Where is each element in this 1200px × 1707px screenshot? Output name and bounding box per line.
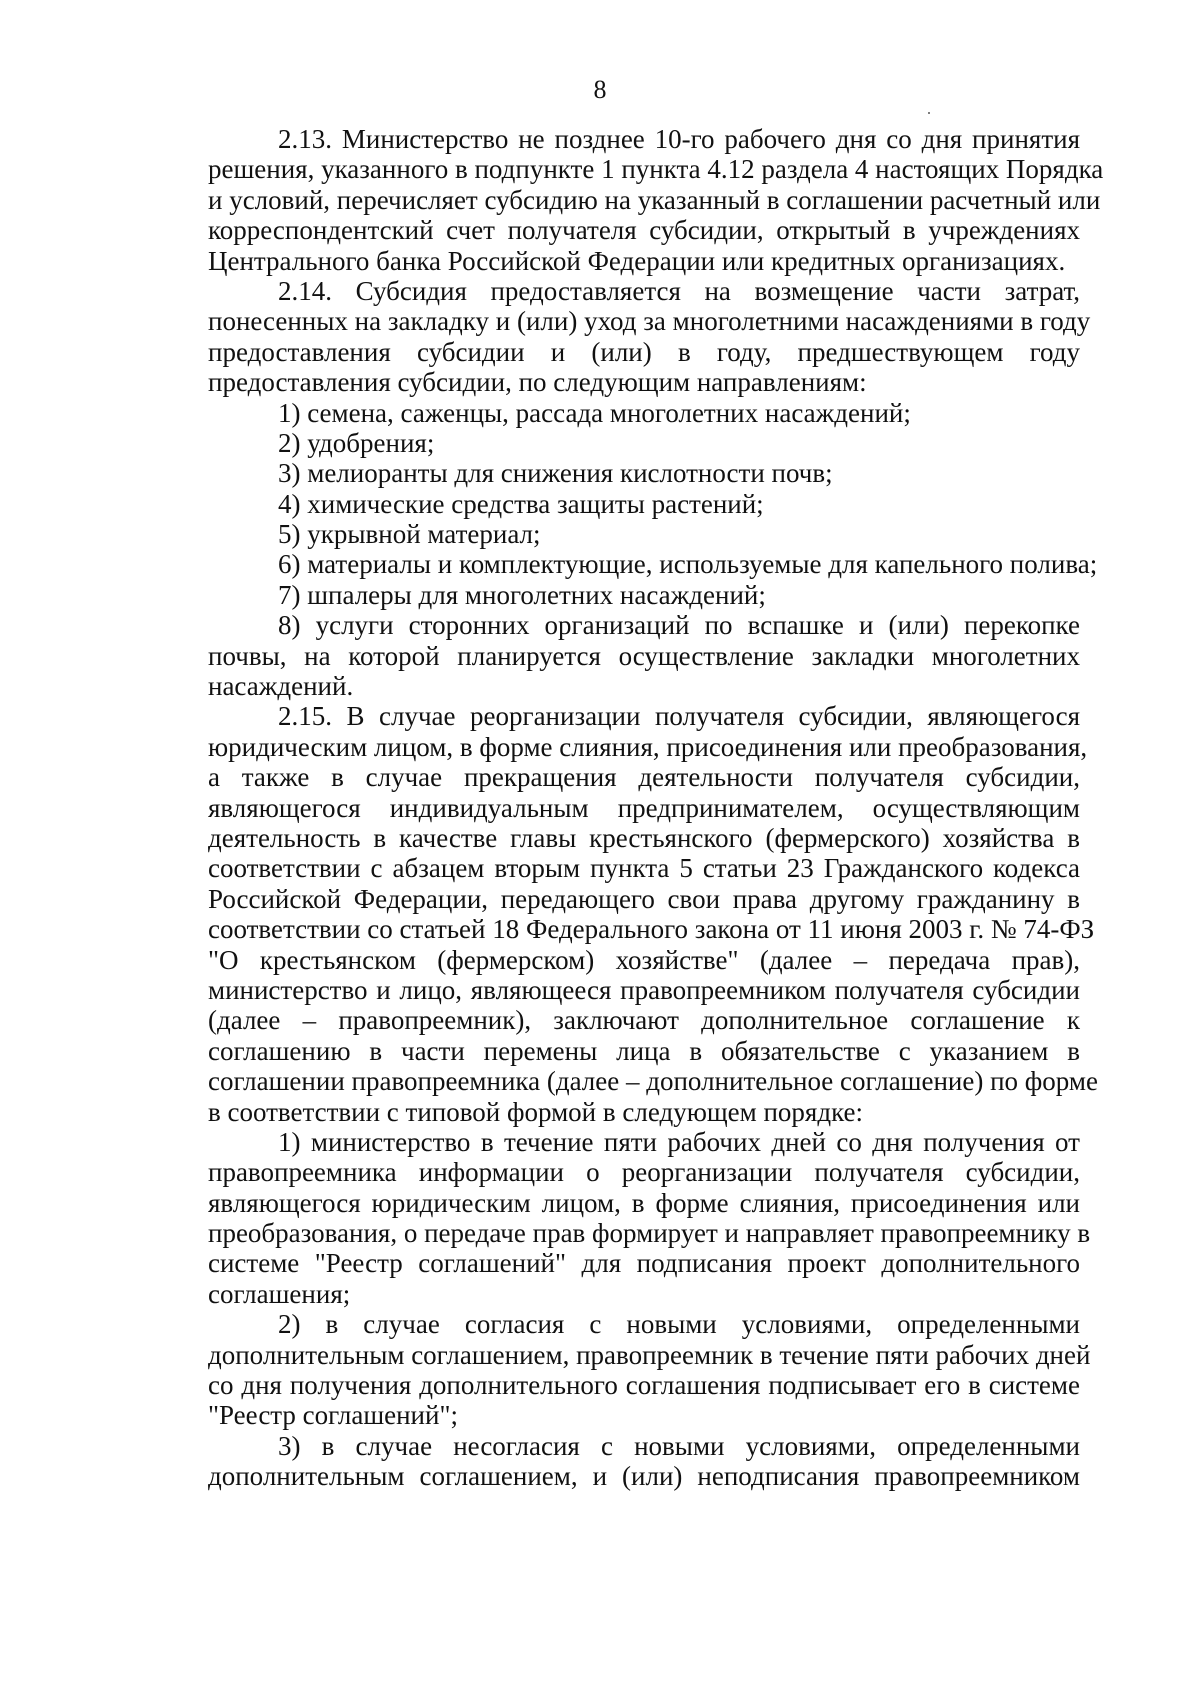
text-line: являющегося юридическим лицом, в форме слияния, присоединения или <box>208 1187 1080 1218</box>
text-line: министерство и лицо, являющееся правопреемником получателя субсидии <box>208 974 1080 1005</box>
text-line: со дня получения дополнительного соглашения подписывает его в системе <box>208 1370 1080 1401</box>
text-line: 3) в случае несогласия с новыми условиями, определенными <box>278 1430 1080 1461</box>
text-line: преобразования, о передаче прав формирует и направляет правопреемнику в <box>208 1218 1091 1249</box>
text-line: 3) мелиоранты для снижения кислотности почв; <box>278 458 833 489</box>
text-line: "Реестр соглашений"; <box>208 1400 458 1431</box>
text-line: и условий, перечисляет субсидию на указанный в соглашении расчетный или <box>208 184 1101 215</box>
text-line: дополнительным соглашением, правопреемник в течение пяти рабочих дней <box>208 1339 1091 1370</box>
text-line: 2) удобрения; <box>278 427 435 458</box>
text-line: соглашению в части перемены лица в обязательстве с указанием в <box>208 1035 1080 1066</box>
text-line: почвы, на которой планируется осуществление закладки многолетних <box>208 640 1080 671</box>
text-line: юридическим лицом, в форме слияния, присоединения или преобразования, <box>208 731 1088 762</box>
text-line: 2) в случае согласия с новыми условиями, определенными <box>278 1309 1080 1340</box>
text-line: являющегося индивидуальным предпринимателем, осуществляющим <box>208 792 1080 823</box>
text-line: "О крестьянском (фермерском) хозяйстве" (далее – передача прав), <box>208 944 1080 975</box>
text-line: в соответствии с типовой формой в следующем порядке: <box>208 1096 864 1127</box>
text-line: 2.13. Министерство не позднее 10-го рабочего дня со дня принятия <box>278 124 1080 154</box>
text-line: 2.15. В случае реорганизации получателя субсидии, являющегося <box>278 701 1080 732</box>
text-line: Центрального банка Российской Федерации или кредитных организациях. <box>208 245 1066 276</box>
scan-speck <box>928 112 930 114</box>
text-line: предоставления субсидии, по следующим направлениям: <box>208 367 867 398</box>
text-line: 4) химические средства защиты растений; <box>278 488 764 519</box>
text-line: 1) министерство в течение пяти рабочих дней со дня получения от <box>278 1126 1080 1157</box>
text-line: решения, указанного в подпункте 1 пункта 4.12 раздела 4 настоящих Порядка <box>208 154 1104 185</box>
text-line: (далее – правопреемник), заключают дополнительное соглашение к <box>208 1005 1080 1036</box>
text-line: соглашения; <box>208 1278 351 1309</box>
text-line: правопреемника информации о реорганизации получателя субсидии, <box>208 1157 1080 1188</box>
document-body <box>208 124 1104 1492</box>
text-line: 7) шпалеры для многолетних насаждений; <box>278 579 766 610</box>
text-line: 6) материалы и комплектующие, используемые для капельного полива; <box>278 549 1098 580</box>
text-line: понесенных на закладку и (или) уход за многолетними насаждениями в году <box>208 306 1091 337</box>
text-line: 1) семена, саженцы, рассада многолетних насаждений; <box>278 397 911 428</box>
text-line: Российской Федерации, передающего свои права другому гражданину в <box>208 883 1080 914</box>
text-line: насаждений. <box>208 671 354 702</box>
text-line: соответствии с абзацем вторым пункта 5 статьи 23 Гражданского кодекса <box>208 853 1080 884</box>
text-line: системе "Реестр соглашений" для подписания проект дополнительного <box>208 1248 1080 1279</box>
text-line: 8) услуги сторонних организаций по вспашке и (или) перекопке <box>278 610 1080 641</box>
text-line: 2.14. Субсидия предоставляется на возмещение части затрат, <box>278 275 1080 306</box>
text-line: соглашении правопреемника (далее – дополнительное соглашение) по форме <box>208 1066 1098 1097</box>
text-line: соответствии со статьей 18 Федерального закона от 11 июня 2003 г. № 74-ФЗ <box>208 914 1095 945</box>
text-line: дополнительным соглашением, и (или) неподписания правопреемником <box>208 1461 1080 1492</box>
text-line: деятельность в качестве главы крестьянского (фермерского) хозяйства в <box>208 822 1080 853</box>
text-line: 5) укрывной материал; <box>278 519 541 550</box>
text-line: а также в случае прекращения деятельности получателя субсидии, <box>208 762 1080 793</box>
text-line: предоставления субсидии и (или) в году, предшествующем году <box>208 336 1080 367</box>
text-line: корреспондентский счет получателя субсидии, открытый в учреждениях <box>208 215 1080 246</box>
page-number: 8 <box>593 75 607 104</box>
